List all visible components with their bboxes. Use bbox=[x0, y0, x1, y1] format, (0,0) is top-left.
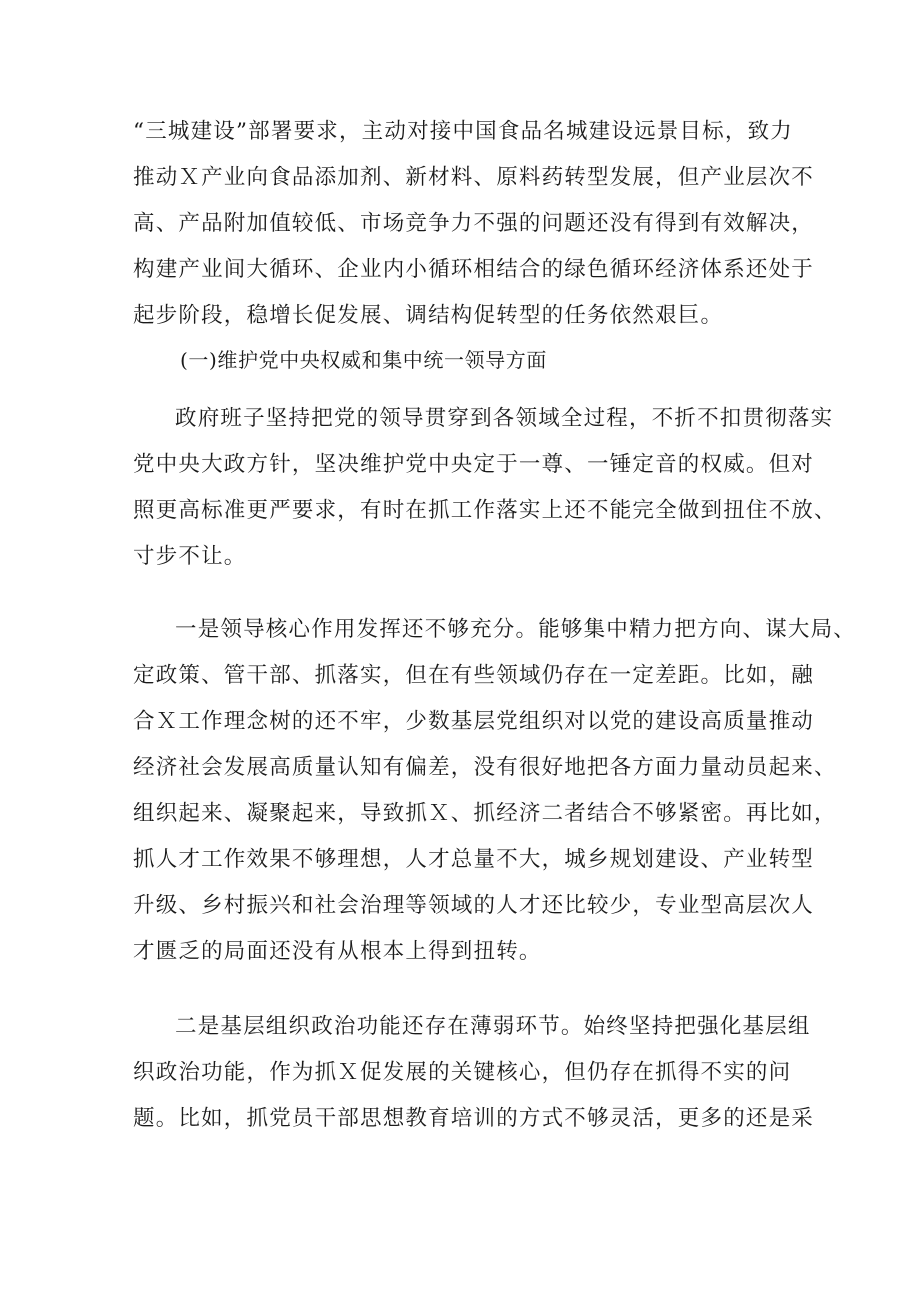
text-line: 升级、乡村振兴和社会治理等领域的人才还比较少，专业型高层次人 bbox=[133, 893, 815, 918]
text-line: 合Ｘ工作理念树的还不牢，少数基层党组织对以党的建设高质量推动 bbox=[133, 709, 815, 734]
section-heading: (一)维护党中央权威和集中统一领导方面 bbox=[180, 348, 548, 372]
text-line: 题。比如，抓党员干部思想教育培训的方式不够灵活，更多的还是采 bbox=[133, 1106, 815, 1131]
text-line: 政府班子坚持把党的领导贯穿到各领域全过程，不折不扣贯彻落实 bbox=[175, 406, 834, 431]
text-line: 经济社会发展高质量认知有偏差，没有很好地把各方面力量动员起来、 bbox=[133, 755, 837, 780]
text-line: “三城建设”部署要求，主动对接中国食品名城建设远景目标，致力 bbox=[133, 119, 793, 144]
text-line: 高、产品附加值较低、市场竞争力不强的问题还没有得到有效解决， bbox=[133, 211, 815, 236]
text-line: 定政策、管干部、抓落实，但在有些领域仍存在一定差距。比如，融 bbox=[133, 663, 815, 688]
text-line: 寸步不让。 bbox=[133, 544, 247, 569]
text-line: 二是基层组织政治功能还存在薄弱环节。始终坚持把强化基层组 bbox=[175, 1014, 811, 1039]
text-line: 织政治功能，作为抓Ｘ促发展的关键核心，但仍存在抓得不实的问 bbox=[133, 1060, 792, 1085]
text-line: 一是领导核心作用发挥还不够充分。能够集中精力把方向、谋大局、 bbox=[175, 617, 857, 642]
text-line: 抓人才工作效果不够理想，人才总量不大，城乡规划建设、产业转型 bbox=[133, 847, 815, 872]
text-line: 组织起来、凝聚起来，导致抓Ｘ、抓经济二者结合不够紧密。再比如， bbox=[133, 801, 837, 826]
text-line: 党中央大政方针，坚决维护党中央定于一尊、一锤定音的权威。但对 bbox=[133, 452, 815, 477]
text-line: 照更高标准更严要求，有时在抓工作落实上还不能完全做到扭住不放、 bbox=[133, 498, 837, 523]
text-line: 才匮乏的局面还没有从根本上得到扭转。 bbox=[133, 939, 542, 964]
text-line: 构建产业间大循环、企业内小循环相结合的绿色循环经济体系还处于 bbox=[133, 257, 815, 282]
text-line: 起步阶段，稳增长促发展、调结构促转型的任务依然艰巨。 bbox=[133, 303, 724, 328]
text-line: 推动Ｘ产业向食品添加剂、新材料、原料药转型发展，但产业层次不 bbox=[133, 165, 815, 190]
